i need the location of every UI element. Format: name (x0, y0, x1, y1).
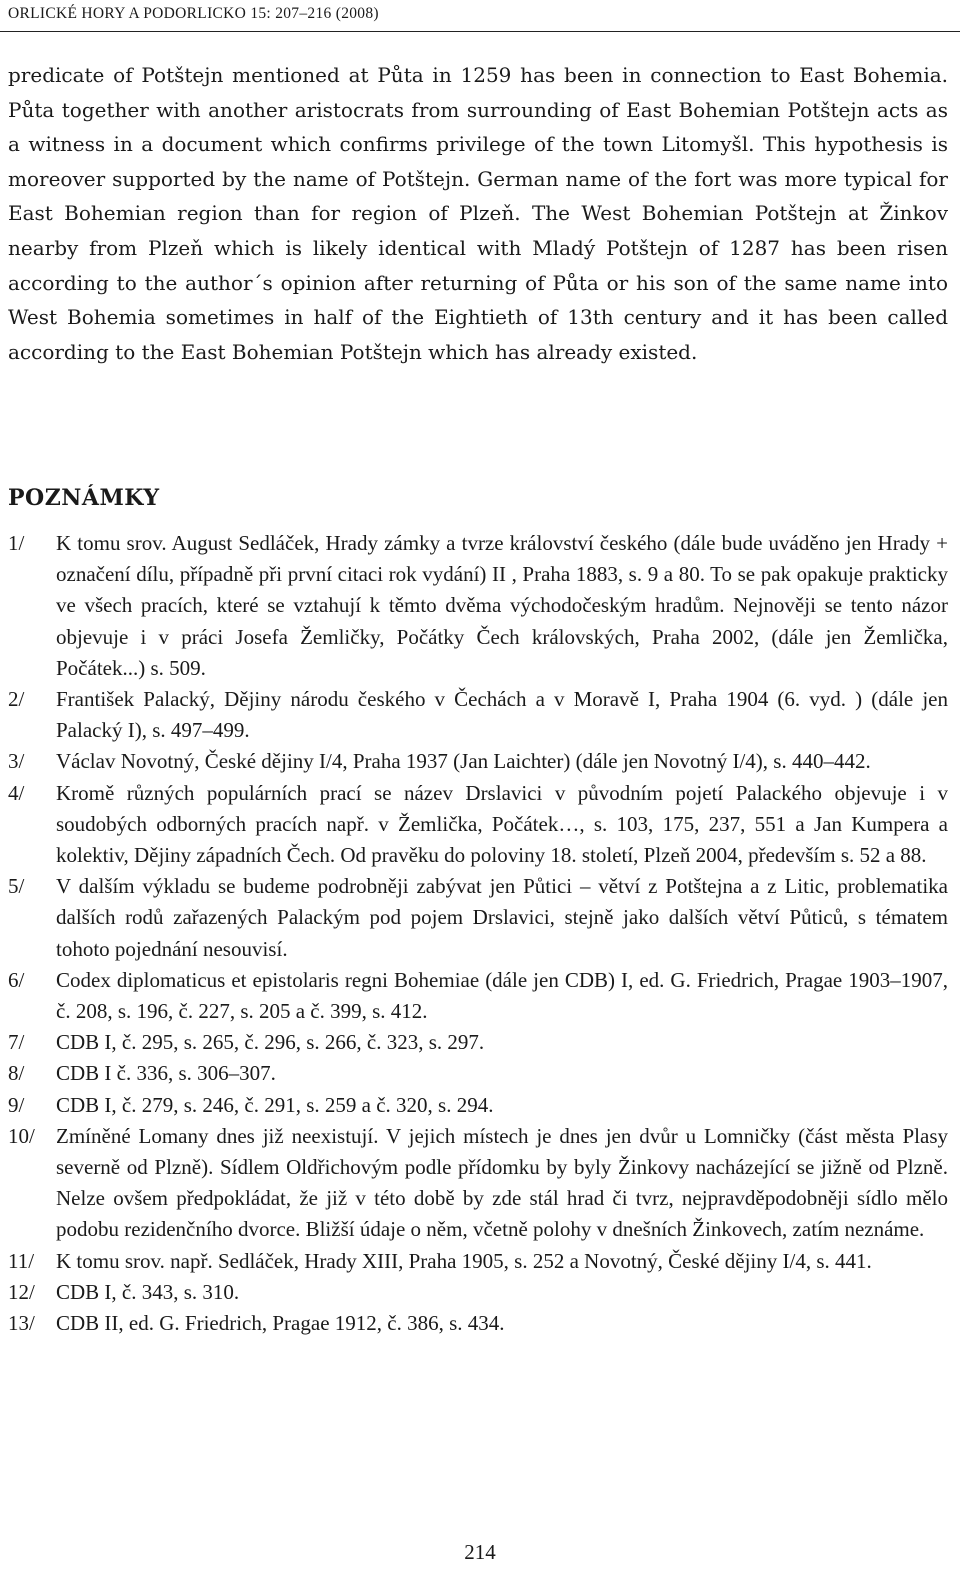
note-number: 13/ (8, 1311, 35, 1336)
note-item (8, 528, 948, 684)
note-item (8, 871, 948, 965)
note-number: 1/ (8, 531, 25, 555)
notes-heading: POZNÁMKY (8, 485, 160, 511)
note-number: 7/ (8, 1030, 25, 1055)
page-number: 214 (464, 1540, 496, 1564)
note-text: K tomu srov. August Sedláček, Hrady zámky a tvrze království českého (dále bude uváděno jen Hrady + označení dílu, případně při první citaci rok vydání) II , Praha 1883, s. 9 a 80. To se pak opakuje prakticky ve všech pracích, které se vztahují k těmto dvěma východočeským hradům. Nejnověji se tento názor objevuje i v práci Josefa Žemličky, Počátky Čech královských, Praha 2002, (dále jen Žemlička, Počátek...) s. 509. (56, 531, 948, 680)
note-number: 12/ (8, 1279, 35, 1304)
note-text: František Palacký, Dějiny národu českého v Čechách a v Moravě I, Praha 1904 (6. vyd. ) (dále jen Palacký I), s. 497–499. (56, 687, 948, 743)
note-text: CDB I č. 336, s. 306–307. (56, 1061, 276, 1086)
note-text: Kromě různých populárních prací se název Drslavici v původním pojetí Palackého objevuje i v soudobých odborných pracích např. v Žemlička, Počátek…, s. 103, 175, 237, 551 a Jan Kumpera a kolektiv, Dějiny západních Čech. Od pravěku do poloviny 18. století, Plzeň 2004, především s. 52 a 88. (56, 780, 948, 868)
note-text: V dalším výkladu se budeme podrobněji zabývat jen Půtici – větví z Potštejna a z Litic, problematika dalších rodů zařazených Palackým pod pojem Drslavici, stejně jako dalších větví Půticů, s tématem tohoto pojednání nesouvisí. (56, 874, 948, 961)
note-text: CDB I, č. 279, s. 246, č. 291, s. 259 a č. 320, s. 294. (56, 1092, 494, 1117)
note-item (8, 1058, 948, 1089)
note-item (8, 746, 948, 777)
note-text: CDB II, ed. G. Friedrich, Pragae 1912, č. 386, s. 434. (56, 1311, 505, 1336)
note-item (8, 1027, 948, 1058)
body-paragraph: predicate of Potštejn mentioned at Půta in 1259 has been in connection to East Bohemia. Půta together with another aristocrats from surrounding of East Bohemian Potštejn acts as a witness in a document which confirms privilege of the town Litomyšl. This hypothesis is moreover supported by the name of Potštejn. German name of the fort was more typical for East Bohemian region than for region of Plzeň. The West Bohemian Potštejn at Žinkov nearby from Plzeň which is likely identical with Mladý Potštejn of 1287 has been risen according to the author´s opinion after returning of Půta or his son of the same name into West Bohemia sometimes in half of the Eightieth of 13th century and it has been called according to the East Bohemian Potštejn which has already existed. (8, 63, 948, 364)
note-text: CDB I, č. 343, s. 310. (56, 1279, 240, 1304)
note-item (8, 1246, 948, 1277)
note-text: Václav Novotný, České dějiny I/4, Praha 1937 (Jan Laichter) (dále jen Novotný I/4), s. 440–442. (56, 749, 871, 774)
note-number: 10/ (8, 1123, 35, 1148)
note-item (8, 1308, 948, 1339)
note-number: 9/ (8, 1092, 25, 1117)
note-item (8, 684, 948, 746)
note-text: Zmíněné Lomany dnes již neexistují. V jejich místech je dnes jen dvůr u Lomničky (část města Plasy severně od Plzně). Sídlem Oldřichovým podle přídomku by byly Žinkovy nacházející se jižně od Plzně. Nelze ovšem předpokládat, že již v této době by zde stál hrad či tvrz, nejpravděpodobněji sídlo mělo podobu rezidenčního dvorce. Bližší údaje o něm, včetně polohy v dnešních Žinkovech, zatím neznáme. (56, 1123, 948, 1242)
header-rule (0, 31, 960, 32)
note-text: CDB I, č. 295, s. 265, č. 296, s. 266, č. 323, s. 297. (56, 1030, 485, 1055)
note-item (8, 1121, 948, 1246)
note-number: 4/ (8, 780, 25, 805)
note-number: 11/ (8, 1248, 35, 1273)
note-number: 5/ (8, 874, 25, 899)
note-text: K tomu srov. např. Sedláček, Hrady XIII, Praha 1905, s. 252 a Novotný, České dějiny I/4, s. 441. (56, 1248, 872, 1273)
note-item (8, 965, 948, 1027)
note-text: Codex diplomaticus et epistolaris regni Bohemiae (dále jen CDB) I, ed. G. Friedrich, Pragae 1903–1907, č. 208, s. 196, č. 227, s. 205 a č. 399, s. 412. (56, 967, 948, 1024)
note-item (8, 778, 948, 872)
notes-list (8, 528, 948, 1339)
note-number: 8/ (8, 1061, 25, 1086)
note-item (8, 1277, 948, 1308)
note-item (8, 1090, 948, 1121)
note-number: 6/ (8, 967, 25, 992)
running-header: ORLICKÉ HORY A PODORLICKO 15: 207–216 (2008) (8, 5, 379, 22)
note-number: 3/ (8, 749, 25, 774)
note-number: 2/ (8, 687, 25, 712)
